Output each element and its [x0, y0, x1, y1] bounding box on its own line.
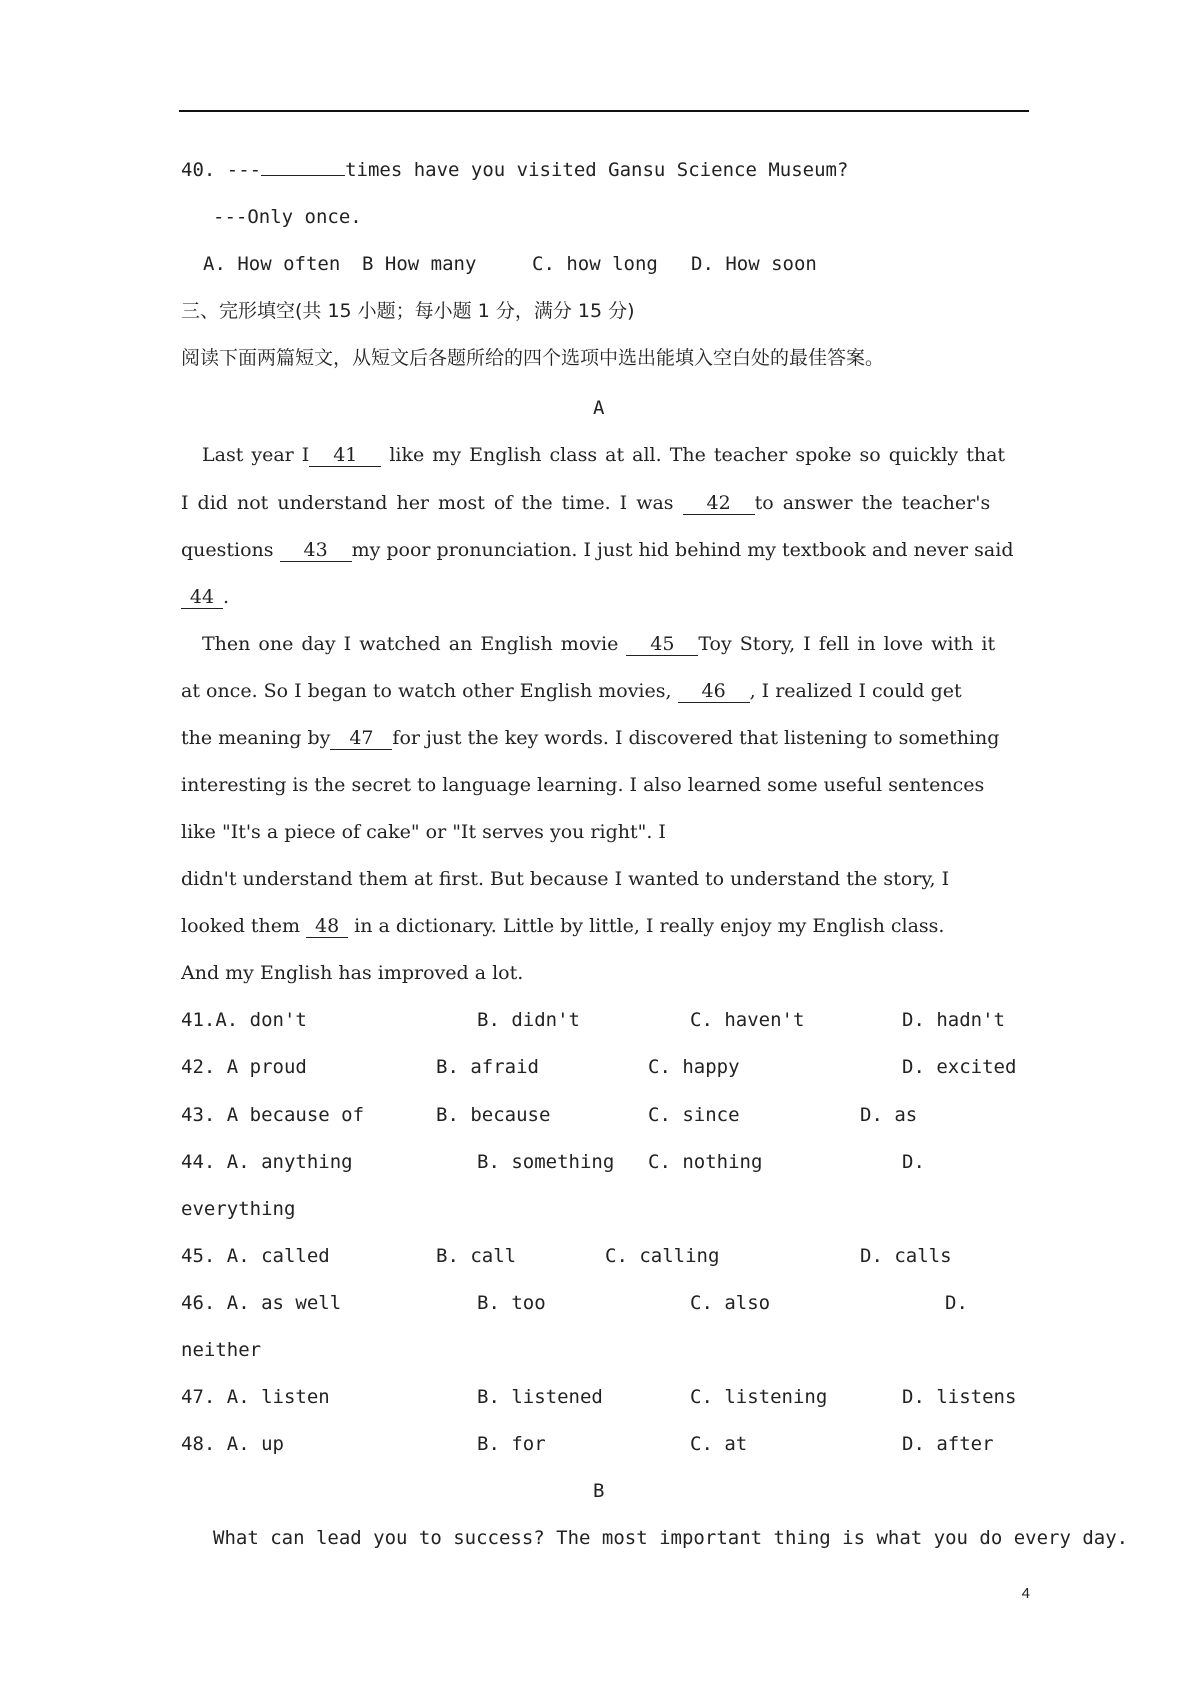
q41-option-c: C. haven't: [690, 1009, 805, 1031]
q43-option-a: 43. A because of: [181, 1104, 365, 1126]
passage-a-line-3: questions 43 my poor pronunciation. I just hid behind my textbook and never said: [181, 539, 1014, 561]
q44-option-b: B. something: [477, 1151, 615, 1173]
passage-a-line-8: interesting is the secret to language learning. I also learned some useful sentences: [181, 774, 985, 796]
q46-option-c: C. also: [690, 1292, 771, 1314]
blank-48: 48: [306, 915, 348, 938]
q47-option-c: C. listening: [690, 1386, 828, 1408]
passage-a-line-11: looked them 48 in a dictionary. Little by little, I really enjoy my English class.: [181, 915, 945, 937]
passage-a-line-4: 44 .: [181, 585, 229, 609]
q48-option-c: C. at: [690, 1433, 748, 1455]
passage-a-line-12: And my English has improved a lot.: [181, 962, 524, 984]
q45-option-c: C. calling: [605, 1245, 720, 1267]
passage-a-line-2: I did not understand her most of the time. I was 42 to answer the teacher's: [181, 492, 991, 514]
q48-option-b: B. for: [477, 1433, 546, 1455]
q46-option-d-wrap: neither: [181, 1339, 262, 1361]
blank-41: 41: [309, 444, 381, 467]
q44-option-a: 44. A. anything: [181, 1151, 353, 1173]
q42-option-a: 42. A proud: [181, 1056, 307, 1078]
q40-blank: [261, 175, 345, 176]
q44-option-c: C. nothing: [648, 1151, 763, 1173]
q47-option-d: D. listens: [902, 1386, 1017, 1408]
q40-stem: 40. --- times have you visited Gansu Science Museum?: [181, 159, 849, 181]
passage-a-line-10: didn't understand them at first. But because I wanted to understand the story, I: [181, 868, 950, 890]
passage-a-line-6: at once. So I began to watch other English movies, 46 , I realized I could get: [181, 680, 962, 702]
q46-option-a: 46. A. as well: [181, 1292, 342, 1314]
q40-option-b: B How many: [362, 253, 477, 275]
q43-option-d: D. as: [860, 1104, 918, 1126]
q48-option-d: D. after: [902, 1433, 994, 1455]
q40-option-c: C. how long: [532, 253, 658, 275]
q46-option-b: B. too: [477, 1292, 546, 1314]
passage-b-line-1: What can lead you to success? The most important thing is what you do every day.: [213, 1527, 1129, 1549]
blank-46: 46: [678, 680, 750, 703]
q48-option-a: 48. A. up: [181, 1433, 284, 1455]
q42-option-d: D. excited: [902, 1056, 1017, 1078]
q47-option-a: 47. A. listen: [181, 1386, 330, 1408]
q40-reply: ---Only once.: [213, 206, 362, 228]
passage-a-line-5: Then one day I watched an English movie 45 Toy Story, I fell in love with it: [202, 633, 996, 655]
q43-option-b: B. because: [436, 1104, 551, 1126]
header-rule: [179, 110, 1029, 112]
q45-option-a: 45. A. called: [181, 1245, 330, 1267]
q40-option-a: A. How often: [203, 253, 341, 275]
blank-45: 45: [626, 633, 698, 656]
section-instruction: 阅读下面两篇短文，从短文后各题所给的四个选项中选出能填入空白处的最佳答案。: [181, 347, 885, 369]
page-number: 4: [1021, 1585, 1030, 1602]
passage-a-title: A: [593, 397, 605, 419]
blank-43: 43: [280, 539, 352, 562]
passage-b-title: B: [593, 1480, 605, 1502]
q47-option-b: B. listened: [477, 1386, 603, 1408]
q45-option-b: B. call: [436, 1245, 517, 1267]
q41-option-a: 41.A. don't: [181, 1009, 307, 1031]
passage-a-line-7: the meaning by 47 for just the key words. I discovered that listening to something: [181, 727, 1000, 749]
q43-option-c: C. since: [648, 1104, 740, 1126]
q41-option-b: B. didn't: [477, 1009, 580, 1031]
section-heading: 三、完形填空(共 15 小题；每小题 1 分，满分 15 分): [181, 300, 635, 322]
q40-option-d: D. How soon: [691, 253, 817, 275]
passage-a-line-9: like "It's a piece of cake" or "It serves you right". I: [181, 821, 666, 843]
q42-option-c: C. happy: [648, 1056, 740, 1078]
q45-option-d: D. calls: [860, 1245, 952, 1267]
blank-42: 42: [683, 492, 755, 515]
blank-47: 47: [330, 727, 392, 750]
q42-option-b: B. afraid: [436, 1056, 539, 1078]
passage-a-line-1: Last year I 41 like my English class at all. The teacher spoke so quickly that: [202, 444, 1006, 466]
q44-option-d: D.: [902, 1151, 925, 1173]
q44-option-d-wrap: everything: [181, 1198, 296, 1220]
blank-44: 44: [181, 586, 223, 609]
q41-option-d: D. hadn't: [902, 1009, 1005, 1031]
q46-option-d: D.: [945, 1292, 968, 1314]
